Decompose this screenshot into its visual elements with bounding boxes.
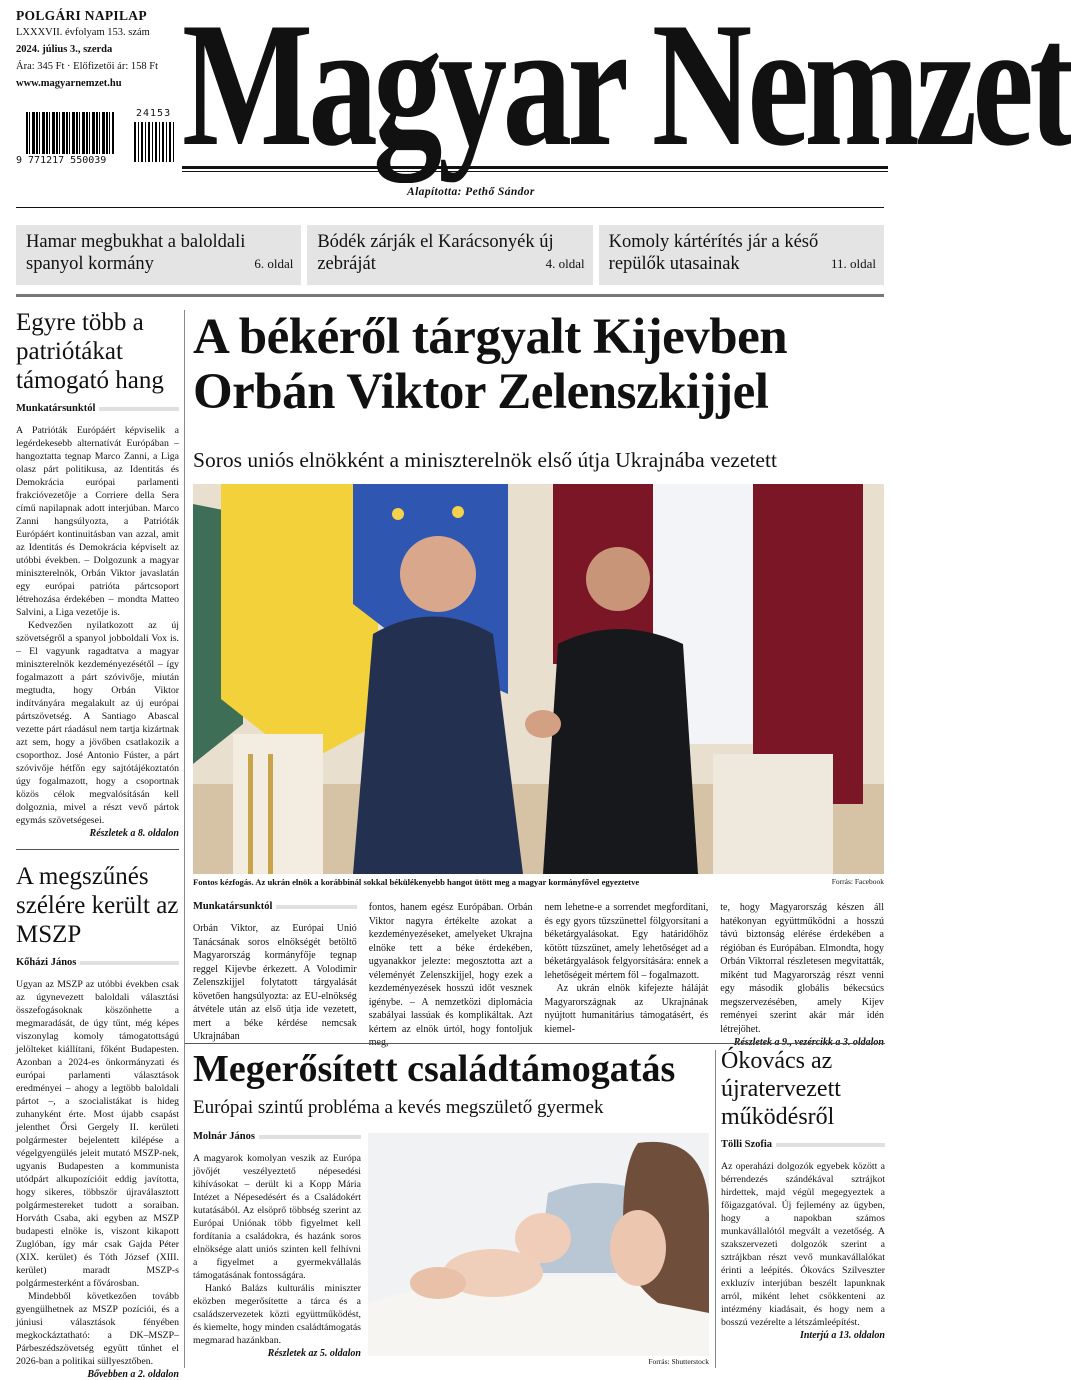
family-headline[interactable]: Megerősített családtámogatás <box>193 1048 676 1090</box>
continued-link[interactable]: Részletek a 8. oldalon <box>89 828 179 839</box>
website-link[interactable]: www.magyarnemzet.hu <box>16 78 122 89</box>
teaser-title: Hamar megbukhat a baloldali spanyol kormány <box>26 232 246 274</box>
byline-bar <box>776 1143 885 1147</box>
barcode-number: 9 771217 550039 <box>16 155 107 166</box>
byline-author: Kőházi János <box>16 957 77 968</box>
byline-author: Munkatársunktól <box>16 403 96 414</box>
continued-link[interactable]: Interjú a 13. oldalon <box>799 1330 885 1341</box>
photo-source: Forrás: Shutterstock <box>648 1357 709 1366</box>
teaser-bar <box>16 225 884 285</box>
paper-kicker: POLGÁRI NAPILAP <box>16 8 147 23</box>
teaser-item[interactable] <box>599 225 884 285</box>
mother-baby-illustration <box>368 1133 709 1356</box>
volume-info: LXXXVII. évfolyam 153. szám <box>16 27 150 38</box>
story-patriots <box>16 308 179 839</box>
byline <box>16 957 179 968</box>
person-head <box>586 547 650 611</box>
paragraph: fontos, hanem egész Európában. Orbán Viktor nagyra értékelte azokat a kezdeményezéseket, amelyeket Ukrajna elnöke tett a béke érdekében, ugyanakkor jelezte: megosztotta azt a véleményét Zelenszkijjel, hogy ezek a kezdeményezések hosszú időt vesznek igénybe. – A nemzetközi diplomácia szabályai lassúak és komplikáltak. Azt kértem az elnök úrtól, hogy fontoljuk <box>368 902 533 1035</box>
handshake <box>525 710 561 738</box>
mother-face <box>610 1210 666 1286</box>
byline-bar <box>80 961 179 965</box>
family-story-body <box>193 1131 361 1359</box>
continued-link[interactable]: Részletek az 5. oldalon <box>267 1348 361 1359</box>
byline <box>721 1139 885 1150</box>
story-headline[interactable]: Egyre több a patriótákat támogató hang <box>16 309 164 394</box>
text-column <box>369 901 533 1050</box>
byline <box>193 901 357 912</box>
byline-author: Munkatársunktól <box>193 901 273 912</box>
main-deck: Soros uniós elnökként a miniszterelnök első útja Ukrajnába vezetett <box>193 448 777 472</box>
byline <box>16 403 179 414</box>
byline-bar <box>259 1135 361 1139</box>
person-head <box>400 536 476 612</box>
text-column <box>545 901 709 1050</box>
column-rule <box>184 310 185 1368</box>
story-body <box>16 424 179 827</box>
byline-author: Molnár János <box>193 1131 255 1142</box>
price-info: Ára: 345 Ft · Előfizetői ár: 158 Ft <box>16 61 159 72</box>
teaser-title: Komoly kártérítés jár a késő repülők utasainak <box>608 232 819 274</box>
teaser-page: 4. oldal <box>545 256 585 271</box>
text-column <box>193 901 357 1050</box>
teaser-item[interactable] <box>307 225 592 285</box>
main-photo[interactable] <box>193 484 884 874</box>
byline-author: Tölli Szofia <box>721 1139 773 1150</box>
column-text <box>720 901 884 1036</box>
main-headline[interactable] <box>193 310 893 420</box>
mother-hand <box>410 1267 466 1299</box>
headline-line: Orbán Viktor Zelenszkijjel <box>193 364 769 420</box>
column-rule <box>715 1050 716 1368</box>
headline-line: A békéről tárgyalt Kijevben <box>193 309 788 365</box>
story-headline[interactable]: A megszűnés szélére került az MSZP <box>16 863 179 948</box>
teaser-title: Bódék zárják el Karácsonyék új zebráját <box>317 232 554 274</box>
column <box>233 734 323 874</box>
byline <box>193 1131 361 1142</box>
paragraph: Orbán Viktor, az Európai Unió Tanácsának soros elnökségét betöltő Magyarország kormányfője tegnap reggel Kijevbe érkezett. A Volodimir Zelenszkijjel folytatott tárgyalását követően hangsúlyozta: az EU-elnökség átvétele után az első útja ide vezetett, mert a béke kérdése nemcsak Ukrajnában <box>193 923 357 1042</box>
photo-caption <box>193 877 884 887</box>
paragraph: te, hogy Magyarország készen áll hatékonyan együttműködni a hosszú távú biztonság elérése érdekében a régióban és Európában. Elmondta, hogy Orbán Viktorral részletesen megvitatták, miként tud Magyarország részt venni egy második globális békecsúcs megszervezésében, amely Kijev reményei szerint akár már idén létrejöhet. <box>720 902 884 1035</box>
paragraph: A Patrióták Európáért képviselik a legérdekesebb alternatívát Európában – hangoztatta tegnap Marco Zanni, a Liga olasz párt politikusa, az Identitás és Demokrácia európai parlamenti frakcióvezetője a Corriere della Sera című napilapnak adott interjúban. Marco Zanni hangsúlyozta, a Patrióták Európáért kontinuitásban van azzal, amit az Identitás és Demokrácia képviselt az utóbbi években. – Dolgozunk a magyar miniszterelnök, Orbán Viktor javaslatán egy európai patrióta pártcsoport létrehozása érdekében – mondta Matteo Salvini, a Liga vezetője is. <box>16 425 179 618</box>
column-text <box>545 901 709 1036</box>
column-text <box>369 901 533 1050</box>
teaser-page: 11. oldal <box>830 256 876 271</box>
founder-line: Alapította: Pethő Sándor <box>407 186 535 198</box>
handshake-photo-illustration <box>193 484 884 874</box>
paragraph: Ugyan az MSZP az utóbbi években csak az úgynevezett baloldali választási összefogásoknak köszönhette a megmaradását, de úgy tűnt, még képes viszonylag komoly támogatottságú jelölteket kiállítani, főként Budapesten. Azonban a 2024-es önkormányzati és európai parlamenti választások eredményei – ahogy a legtöbb baloldali pártot –, a szocialistákat is hideg zuhanyként érte. Most újabb csapást jelenthet Őrsi Gergely II. kerületi polgármester bejelentett kilépése a végelgyengülés jeleit mutató MSZP-nek, ugyanis Budapesten a kommunista utódpárt alkupozícióit eddig javította, hogy sikeres, többször újraválasztott polgármestereket tudott a soraiban. Horváth Csaba, aki egyben az MSZP budapesti elnöke is, viszont kikapott Zuglóban, így már csak Gajda Péter (XIX. kerület) és Tóth József (XIII. kerület) maradt MSZP-s polgármesterként a fővárosban. <box>16 979 179 1289</box>
issue-date: 2024. július 3., szerda <box>16 44 113 55</box>
story-mszp <box>16 862 179 1380</box>
section-divider <box>185 1043 885 1044</box>
barcode-addon-bars <box>134 122 176 162</box>
person-sweater <box>543 629 698 874</box>
byline-bar <box>99 407 179 411</box>
barcode-bars <box>26 112 114 154</box>
story-body <box>721 1160 885 1329</box>
family-deck: Európai szintű probléma a kevés megszülető gyermek <box>193 1097 604 1118</box>
paragraph: A magyarok komolyan veszik az Európa jövőjét veszélyeztető népesedési kihívásokat – derült ki a Kopp Mária Intézet a Népesedésért és a Családokért kutatásából. Az elsöprő többség szerint az Európai Uniónak több figyelmet kell fordítania a családokra, és hazánk soros elnöksége alatt uniós szinten kell felhívni a figyelmet a gyermekvállalás támogatásának fontosságára. <box>193 1153 361 1281</box>
caption-text: Fontos kézfogás. Az ukrán elnök a korábbinál sokkal békülékenyebb hangot ütött meg a magyar kormányfővel egyeztetve <box>193 877 640 887</box>
story-headline[interactable]: Ókovács az újratervezett működésről <box>721 1048 841 1130</box>
left-column <box>16 308 179 1380</box>
barcode-addon-number: 24153 <box>136 108 172 119</box>
story-body <box>193 1152 361 1347</box>
story-divider <box>16 849 179 850</box>
photo-source: Forrás: Facebook <box>831 877 884 886</box>
paragraph: Az ukrán elnök kifejezte háláját Magyarországnak az Ukrajnának nyújtott humanitárius támogatásért, és kiemel- <box>544 983 709 1035</box>
masthead-divider <box>16 207 884 208</box>
main-story-body <box>193 901 884 1050</box>
paragraph: Mindebből következően tovább gyengülhetnek az MSZP pozíciói, és a júniusi választások fényében megkockáztatható: a DK–MSZP–Párbeszédszövetség együtt tűnhet el 2026-ban a politikai süllyesztőben. <box>16 1291 179 1367</box>
teaser-page: 6. oldal <box>254 256 294 271</box>
family-photo[interactable] <box>368 1133 709 1356</box>
byline-bar <box>276 905 356 909</box>
paragraph: Az operaházi dolgozók egyebek között a bérrendezés szándékával sztrájkot hirdettek, majd végül megegyeztek a főigazgatóval. Új fejlemény az ügyben, hogy a napokban számos munkavállalótól megvált a vezetőség. A szakszervezeti dolgozók szerint a sztrájkban részt vevő munkavállalókat érinti a leépítés. Ókovács Szilveszter exkluzív interjúban beszélt lapunknak arról, miként lehet csökkenteni az intézmény kiadásait, és hogy nem a bosszú vezérelte a létszámleépítést. <box>721 1161 885 1328</box>
continued-link[interactable]: Bővebben a 2. oldalon <box>87 1369 179 1380</box>
text-column <box>720 901 884 1050</box>
paragraph: Hankó Balázs kulturális miniszter eközben megerősítette a tárca és a családszervezetek közti együttműködést, és kiemelte, hogy minden családtámogatás megmarad hazánkban. <box>193 1283 361 1346</box>
newspaper-logo: Magyar Nemzet <box>182 0 1071 183</box>
right-column <box>721 1047 885 1341</box>
paragraph: nem lehetne-e a sorrendet megfordítani, és egy gyors tűzszünettel fölgyorsítani a béketárgyalásokat. Egy határidőhöz kötött tűzszünet, amely lehetőséget ad a béketárgyalások felgyorsítására: ennek a lehetőségeit mértem föl – fogalmazott. <box>544 902 709 981</box>
teaser-divider <box>16 294 884 297</box>
barcode <box>16 108 172 166</box>
story-body <box>16 978 179 1368</box>
teaser-item[interactable] <box>16 225 301 285</box>
paragraph: Kedvezően nyilatkozott az új szövetségről a spanyol jobboldali Vox is. – El vagyunk ragadtatva a magyar miniszterelnök kezdeményezésétől – így fogalmazott a párt szóvivője, miután megtudta, hogy Orbán Viktor indítványára megalakult az új európai pártszövetség. A Santiago Abascal vezette párt ráadásul nem tartja kizártnak azt sem, hogy a jövőben csatlakozik a csoporthoz. José Antonio Fúster, a párt szóvivője hétfőn egy sajtótájékoztatón úgy fogalmazott, hogy a csoportnak közös célok megvalósításán kell dolgoznia, mivel a részt vevő pártok egymás szövetségesei. <box>16 620 179 826</box>
masthead-meta <box>16 7 186 92</box>
column-text <box>193 922 357 1044</box>
